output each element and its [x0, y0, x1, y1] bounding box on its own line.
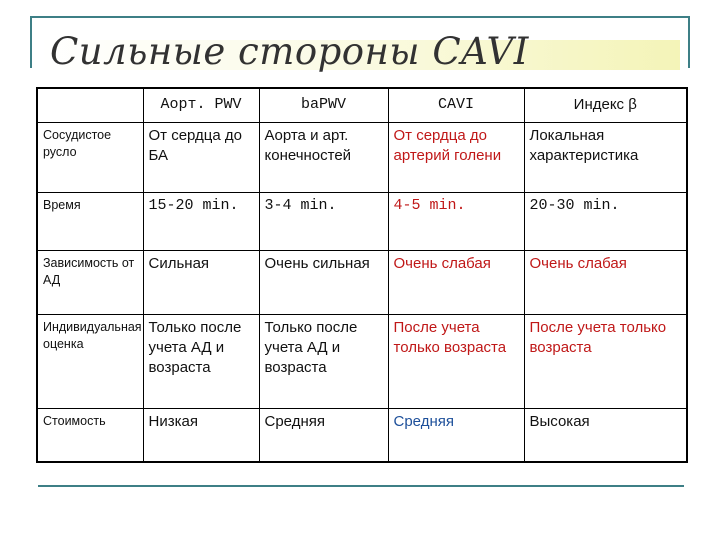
cell-value: От сердца до артерий голени: [388, 122, 524, 192]
header-cavi: CAVI: [388, 88, 524, 122]
cell-value: Только после учета АД и возраста: [143, 314, 259, 408]
table-row: [37, 250, 687, 314]
frame-line-right: [688, 16, 690, 68]
table-row: [37, 122, 687, 192]
cell-value: Средняя: [259, 408, 388, 462]
cell-value: Средняя: [388, 408, 524, 462]
table-row: [37, 192, 687, 250]
row-label-individual-assessment: Индивидуальная оценка: [37, 314, 143, 408]
header-bapwv: baPWV: [259, 88, 388, 122]
header-index-beta: Индекс β: [524, 88, 687, 122]
row-label-time: Время: [37, 192, 143, 250]
cell-value: Очень сильная: [259, 250, 388, 314]
cell-value: 4-5 min.: [388, 192, 524, 250]
row-label-cost: Стоимость: [37, 408, 143, 462]
table-row: [37, 408, 687, 462]
cell-value: От сердца до БА: [143, 122, 259, 192]
cell-value: Сильная: [143, 250, 259, 314]
slide-title: Сильные стороны CAVI: [50, 30, 529, 73]
cell-value: После учета только возраста: [388, 314, 524, 408]
row-label-bp-dependence: Зависимость от АД: [37, 250, 143, 314]
header-aortic-pwv: Аорт. PWV: [143, 88, 259, 122]
cell-value: Очень слабая: [388, 250, 524, 314]
cell-value: Аорта и арт. конечностей: [259, 122, 388, 192]
cell-value: 15-20 min.: [143, 192, 259, 250]
cell-value: Только после учета АД и возраста: [259, 314, 388, 408]
table-row: [37, 314, 687, 408]
header-corner-cell: [37, 88, 143, 122]
frame-line-top: [30, 16, 690, 18]
cell-value: Высокая: [524, 408, 687, 462]
bottom-divider: [38, 485, 684, 487]
cell-value: 3-4 min.: [259, 192, 388, 250]
cell-value: Очень слабая: [524, 250, 687, 314]
cell-value: Локальная характеристика: [524, 122, 687, 192]
table-header-row: [37, 88, 687, 122]
row-label-vascular-bed: Сосудистое русло: [37, 122, 143, 192]
cell-value: 20-30 min.: [524, 192, 687, 250]
comparison-table: [36, 87, 688, 463]
frame-line-left: [30, 16, 32, 68]
cell-value: После учета только возраста: [524, 314, 687, 408]
cell-value: Низкая: [143, 408, 259, 462]
